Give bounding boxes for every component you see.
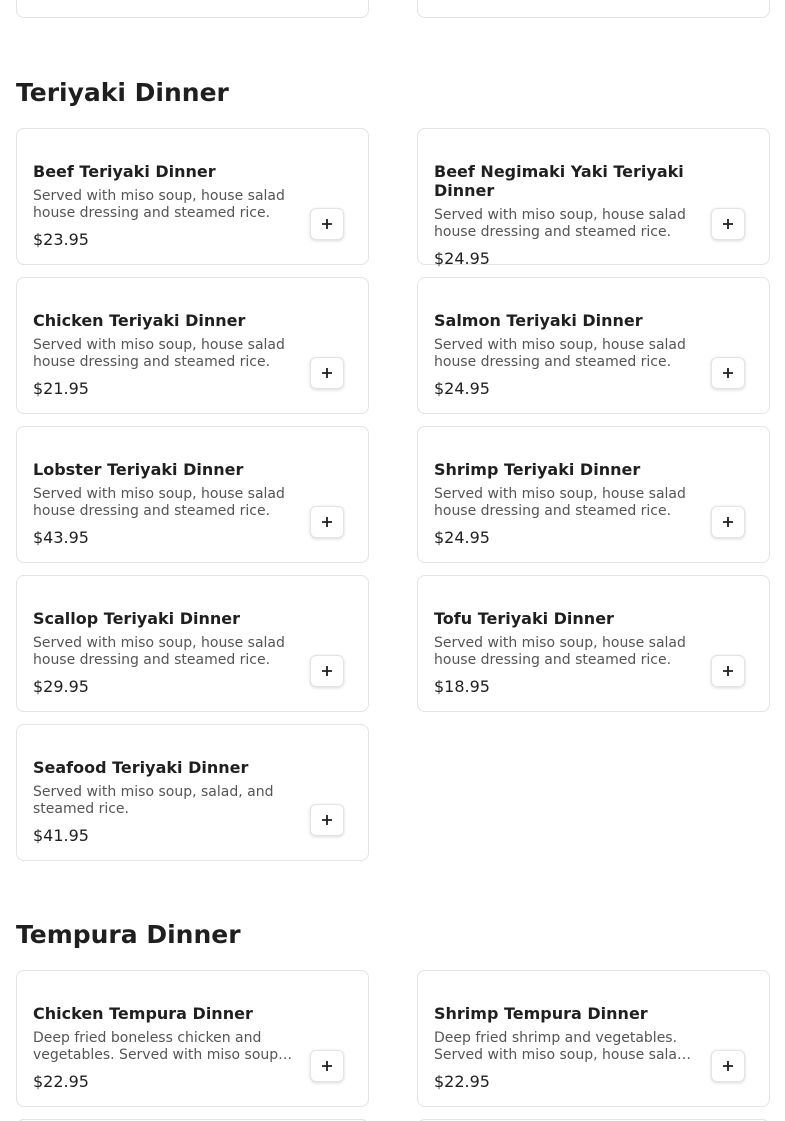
menu-item-card[interactable]: [16, 970, 369, 1107]
plus-icon: [722, 1060, 734, 1072]
menu-item-name: Salmon Teriyaki Dinner: [434, 311, 643, 330]
menu-item-price: $24.95: [434, 249, 490, 268]
menu-item-card[interactable]: [16, 277, 369, 414]
plus-icon: [722, 516, 734, 528]
menu-item-price: $22.95: [434, 1072, 490, 1091]
add-to-cart-button[interactable]: [310, 655, 344, 687]
menu-item-price: $41.95: [33, 826, 89, 845]
menu-item-price: $43.95: [33, 528, 89, 547]
menu-item-description: Deep fried boneless chicken and vegetables. Served with miso soup…: [33, 1030, 293, 1063]
menu-item-card[interactable]: [417, 575, 770, 712]
plus-icon: [321, 814, 333, 826]
plus-icon: [722, 665, 734, 677]
menu-item-price: $23.95: [33, 230, 89, 249]
add-to-cart-button[interactable]: [711, 208, 745, 240]
plus-icon: [321, 367, 333, 379]
menu-item-name: Beef Negimaki Yaki Teriyaki Dinner: [434, 162, 684, 200]
menu-item-description: Served with miso soup, house salad house dressing and steamed rice.: [33, 188, 285, 221]
add-to-cart-button[interactable]: [310, 1050, 344, 1082]
menu-item-card[interactable]: [16, 575, 369, 712]
menu-item-card[interactable]: [16, 724, 369, 861]
menu-item-card[interactable]: [417, 128, 770, 268]
menu-item-name: Scallop Teriyaki Dinner: [33, 609, 241, 628]
add-to-cart-button[interactable]: [310, 804, 344, 836]
menu-item-description: Served with miso soup, house salad house dressing and steamed rice.: [434, 207, 686, 240]
menu-item-price: $18.95: [434, 677, 490, 696]
menu-item-name: Lobster Teriyaki Dinner: [33, 460, 244, 479]
menu-item-description: Served with miso soup, house salad house dressing and steamed rice.: [33, 486, 285, 519]
menu-item-card[interactable]: [417, 277, 770, 414]
add-to-cart-button[interactable]: [711, 655, 745, 687]
menu-item-description: Served with miso soup, house salad house dressing and steamed rice.: [33, 635, 285, 668]
add-to-cart-button[interactable]: [310, 506, 344, 538]
menu-item-name: Seafood Teriyaki Dinner: [33, 758, 249, 777]
menu-item-name: Chicken Teriyaki Dinner: [33, 311, 246, 330]
menu-item-description: Served with miso soup, house salad house dressing and steamed rice.: [434, 337, 686, 370]
menu-item-card[interactable]: [417, 426, 770, 563]
menu-item-description: Served with miso soup, house salad house dressing and steamed rice.: [434, 486, 686, 519]
plus-icon: [722, 218, 734, 230]
plus-icon: [321, 1060, 333, 1072]
add-to-cart-button[interactable]: [711, 506, 745, 538]
plus-icon: [321, 218, 333, 230]
menu-item-price: $24.95: [434, 379, 490, 398]
menu-item-card-previous[interactable]: [16, 0, 369, 18]
add-to-cart-button[interactable]: [310, 208, 344, 240]
menu-item-name: Shrimp Tempura Dinner: [434, 1004, 648, 1023]
menu-item-card[interactable]: [16, 426, 369, 563]
menu-item-price: $24.95: [434, 528, 490, 547]
menu-item-description: Served with miso soup, house salad house dressing and steamed rice.: [33, 337, 285, 370]
menu-item-description: Served with miso soup, salad, and steamed rice.: [33, 784, 274, 817]
menu-item-card[interactable]: [16, 128, 369, 265]
add-to-cart-button[interactable]: [711, 1050, 745, 1082]
plus-icon: [321, 665, 333, 677]
section-title: Tempura Dinner: [16, 920, 241, 949]
menu-item-name: Beef Teriyaki Dinner: [33, 162, 216, 181]
menu-item-name: Shrimp Teriyaki Dinner: [434, 460, 641, 479]
menu-item-description: Deep fried shrimp and vegetables. Served with miso soup, house sala…: [434, 1030, 692, 1063]
section-title: Teriyaki Dinner: [16, 78, 229, 107]
plus-icon: [321, 516, 333, 528]
add-to-cart-button[interactable]: [711, 357, 745, 389]
plus-icon: [722, 367, 734, 379]
add-to-cart-button[interactable]: [310, 357, 344, 389]
menu-item-name: Chicken Tempura Dinner: [33, 1004, 253, 1023]
menu-item-description: Served with miso soup, house salad house dressing and steamed rice.: [434, 635, 686, 668]
menu-item-card-previous[interactable]: [417, 0, 770, 18]
menu-item-price: $22.95: [33, 1072, 89, 1091]
menu-item-price: $21.95: [33, 379, 89, 398]
menu-item-card[interactable]: [417, 970, 770, 1107]
menu-item-name: Tofu Teriyaki Dinner: [434, 609, 614, 628]
menu-item-price: $29.95: [33, 677, 89, 696]
